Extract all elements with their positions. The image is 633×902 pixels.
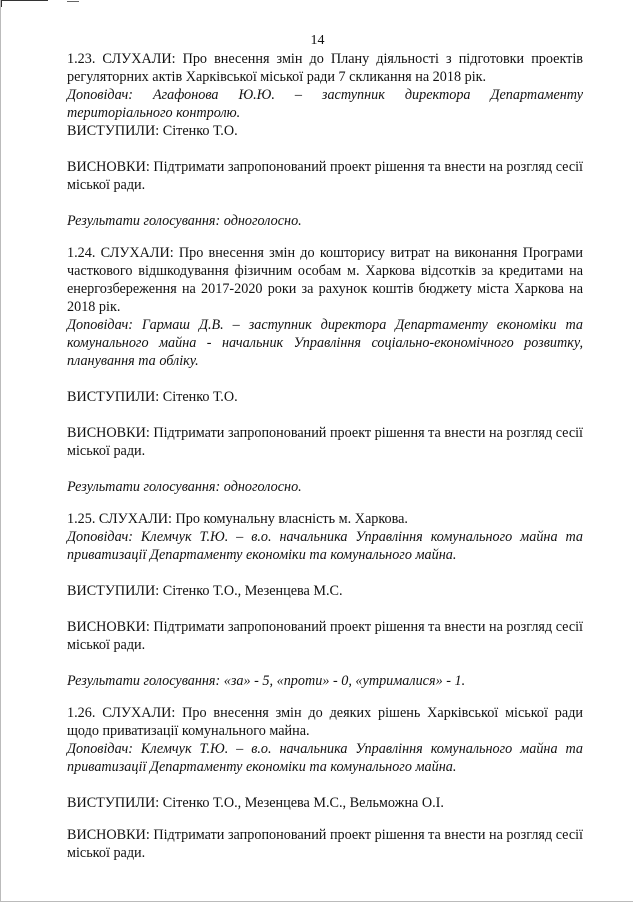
speaker-line: Доповідач: Клемчук Т.Ю. – в.о. начальника Управління комунального майна та приватизації Департаменту економіки та комунального майна. [67,529,583,563]
heard-paragraph [67,510,583,528]
heard-label: 1.23. СЛУХАЛИ: [67,51,176,67]
conclusion-line: ВИСНОВКИ: Підтримати запропонований проект рішення та внести на розгляд сесії міської ради. [67,159,583,193]
heard-paragraph [67,244,583,316]
heard-label: 1.26. СЛУХАЛИ: [67,705,176,721]
speaker-line: Доповідач: Агафонова Ю.Ю. – заступник директора Департаменту територіального контролю. [67,87,583,121]
heard-text: Про внесення змін до кошторису витрат на виконання Програми часткового відшкодування фізичним особам м. Харкова відсотків за кредитами на енергозбереження на 2017-2020 роки за рахунок коштів бюджету міста Харкова на 2018 рік. [67,245,584,315]
spoke-line: ВИСТУПИЛИ: Сітенко Т.О. [67,123,238,139]
vote-result: Результати голосування: «за» - 5, «проти» - 0, «утрималися» - 1. [67,673,466,689]
page-number: 14 [310,33,325,48]
heard-paragraph [67,50,583,86]
agenda-item-1-23 [67,50,583,230]
scan-dash-mark [67,1,79,2]
spoke-line: ВИСТУПИЛИ: Сітенко Т.О. [67,389,238,405]
heard-label: 1.24. СЛУХАЛИ: [67,245,174,261]
agenda-item-1-24 [67,244,583,496]
agenda-item-1-26 [67,704,583,862]
heard-paragraph [67,704,583,740]
spoke-line: ВИСТУПИЛИ: Сітенко Т.О., Мезенцева М.С. [67,583,343,599]
agenda-item-1-25 [67,510,583,690]
heard-text: Про комунальну власність м. Харкова. [175,511,408,527]
heard-text: Про внесення змін до деяких рішень Харківської міської ради щодо приватизації комунального майна. [67,705,584,739]
scan-corner-mark [1,0,48,7]
spoke-line: ВИСТУПИЛИ: Сітенко Т.О., Мезенцева М.С., Вельможна О.І. [67,795,444,811]
conclusion-line: ВИСНОВКИ: Підтримати запропонований проект рішення та внести на розгляд сесії міської ради. [67,827,583,861]
speaker-line: Доповідач: Клемчук Т.Ю. – в.о. начальника Управління комунального майна та приватизації Департаменту економіки та комунального майна. [67,741,583,775]
protocol-body [67,50,583,862]
heard-label: 1.25. СЛУХАЛИ: [67,511,172,527]
conclusion-line: ВИСНОВКИ: Підтримати запропонований проект рішення та внести на розгляд сесії міської ради. [67,619,583,653]
conclusion-line: ВИСНОВКИ: Підтримати запропонований проект рішення та внести на розгляд сесії міської ради. [67,425,583,459]
heard-text: Про внесення змін до Плану діяльності з підготовки проектів регуляторних актів Харківської міської ради 7 скликання на 2018 рік. [67,51,583,85]
vote-result: Результати голосування: одноголосно. [67,479,302,495]
speaker-line: Доповідач: Гармаш Д.В. – заступник директора Департаменту економіки та комунального майна - начальник Управління соціально-економічного розвитку, планування та обліку. [67,317,583,369]
vote-result: Результати голосування: одноголосно. [67,213,302,229]
